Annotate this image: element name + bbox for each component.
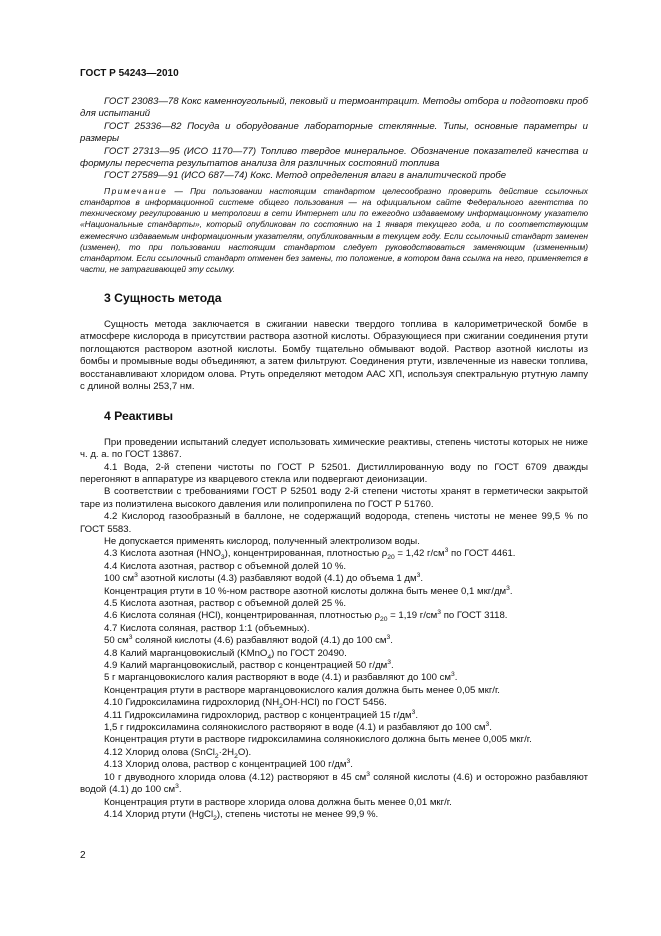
item-4-6: 4.6 Кислота соляная (HCl), концентрированная, плотностью $\rho_{20} = 1,19$ $г/см^3$ по ГОСТ 3118.: [104, 609, 508, 624]
ref-gost-23083: ГОСТ 23083—78 Кокс каменноугольный, пековый и термоантрацит. Методы отбора и подготовки проб для испытаний: [80, 96, 588, 120]
item-4-8: 4.8 Калий марганцовокислый (KMnO$_4$) по ГОСТ 20490.: [104, 647, 347, 661]
item-4-11-limit: Концентрация ртути в растворе гидроксиламина солянокислого должна быть менее 0,005 мкг/г.: [104, 734, 532, 746]
item-4-11-prep: 1,5 г гидроксиламина солянокислого растворяют в воде (4.1) и разбавляют до 100 $см^3$.: [104, 720, 492, 734]
item-4-7: 4.7 Кислота соляная, раствор 1:1 (объемных).: [104, 622, 310, 634]
item-4-13-prep: 10 г двуводного хлорида олова (4.12) растворяют в 45 $см^3$ соляной кислоты (4.6) и осторожно разбавляют водой (4.1) до 100 $см^3$.: [80, 770, 589, 796]
item-4-5: 4.5 Кислота азотная, раствор с объемной долей 25 %.: [104, 598, 347, 609]
note-label: Примечание: [104, 185, 168, 196]
item-4-14: 4.14 Хлорид ртути (HgCl$_2$), степень чистоты не менее 99,9 %.: [104, 808, 379, 822]
page-number: 2: [80, 850, 86, 861]
item-4-9-limit: Концентрация ртути в растворе марганцовокислого калия должна быть менее 0,05 мкг/г.: [104, 684, 500, 696]
item-4-12: 4.12 Хлорид олова $(SnCl_2\cdot 2H_2O)$.: [104, 746, 252, 760]
item-4-13: 4.13 Хлорид олова, раствор с концентрацией 100 $г/дм^3$.: [104, 758, 353, 771]
item-4-2-note: Не допускается применять кислород, полученный электролизом воды.: [104, 535, 420, 547]
item-4-3: 4.3 Кислота азотная $(HNO_3)$, концентрированная, плотностью $\rho_{20} = 1,42$ $г/см^3$ по ГОСТ 4461.: [104, 547, 516, 562]
document-code: ГОСТ Р 54243—2010: [80, 68, 179, 79]
section-3-text: Сущность метода заключается в сжигании навески твердого топлива в калориметрической бомбе в атмосфере кислорода в присутствии раствора азотной кислоты. Образующиеся при сжигании соединения ртути поглощаются раствором азотной кислоты. Бомбу тщательно обмывают водой. Раствор азотной кислоты из бомбы и промывные воды объединяют, а затем фильтруют. Соединения ртути, извлеченные из навески топлива, восстанавливают хлоридом олова. Ртуть определяют методом ААС ХП, используя спектральную ртутную лампу с длиной волны 253,7 нм.: [80, 318, 588, 392]
item-4-7-prep: 50 $см^3$ соляной кислоты (4.6) разбавляют водой (4.1) до 100 $см^3$.: [104, 634, 393, 647]
item-4-11: 4.11 Гидроксиламина гидрохлорид, раствор с концентрацией 15 $г/дм^3$.: [104, 708, 419, 721]
item-4-13-limit: Концентрация ртути в растворе хлорида олова должна быть менее 0,01 мкг/г.: [104, 796, 452, 808]
page-content: [80, 96, 588, 821]
ref-gost-27313: ГОСТ 27313—95 (ИСО 1170—77) Топливо твердое минеральное. Обозначение показателей качества и формулы пересчета результатов анализа для различных состояний топлива: [80, 145, 588, 170]
item-4-2: 4.2 Кислород газообразный в баллоне, не содержащий водорода, степень чистоты не менее 99,5 % по ГОСТ 5583.: [80, 511, 588, 535]
ref-gost-27589: ГОСТ 27589—91 (ИСО 687—74) Кокс. Метод определения влаги в аналитической пробе: [104, 170, 507, 182]
item-4-4-prep: 100 $см^3$ азотной кислоты (4.3) разбавляют водой (4.1) до объема 1 $дм^3$.: [104, 572, 424, 585]
note-paragraph: [80, 186, 588, 276]
item-4-9: 4.9 Калий марганцовокислый, раствор с концентрацией 50 $г/дм^3$.: [104, 658, 394, 672]
section-3-title: 3 Сущность метода: [104, 291, 222, 306]
note-text: — При пользовании настоящим стандартом целесообразно проверить действие ссылочных стандартов в информационной системе общего пользования — на официальном сайте Федерального агентства по техническому регулированию и метрологии в сети Интернет или по ежегодно издаваемому информационному указателю «Национальные стандарты», который опубликован по состоянию на 1 января текущего года, и по соответствующим ежемесячно издаваемым информационным указателям, опубликованным в текущем году. Если ссылочный стандарт заменен (изменен), то при пользовании настоящим стандартом следует руководствоваться заменяющим (измененным) стандартом. Если ссылочный стандарт отменен без замены, то положение, в котором дана ссылка на него, применяется в части, не затрагивающей эту ссылку.: [80, 185, 588, 275]
ref-gost-25336: ГОСТ 25336—82 Посуда и оборудование лабораторные стеклянные. Типы, основные параметры и размеры: [80, 120, 588, 145]
item-4-1: 4.1 Вода, 2-й степени чистоты по ГОСТ Р 52501. Дистиллированную воду по ГОСТ 6709 дважды перегоняют в аппаратуре из кварцевого стекла или подвергают деионизации.: [80, 461, 588, 485]
item-4-10: 4.10 Гидроксиламина гидрохлорид $(NH_2OH\cdot HCl)$ по ГОСТ 5456.: [104, 697, 387, 711]
section-4-title: 4 Реактивы: [104, 409, 174, 424]
item-4-4-limit: Концентрация ртути в 10 %-ном растворе азотной кислоты должна быть менее 0,1 мкг/$дм^3$.: [104, 584, 513, 597]
item-4-4: 4.4 Кислота азотная, раствор с объемной долей 10 %.: [104, 560, 347, 572]
reagents-intro: При проведении испытаний следует использовать химические реактивы, степень чистоты которых не ниже ч. д. а. по ГОСТ 13867.: [80, 436, 588, 461]
item-4-1-storage: В соответствии с требованиями ГОСТ Р 52501 воду 2-й степени чистоты хранят в герметически закрытой таре из полиэтилена высокого давления или полипропилена по ГОСТ Р 51760.: [80, 486, 588, 510]
item-4-9-prep: 5 г марганцовокислого калия растворяют в воде (4.1) и разбавляют до 100 $см^3$.: [104, 671, 458, 684]
